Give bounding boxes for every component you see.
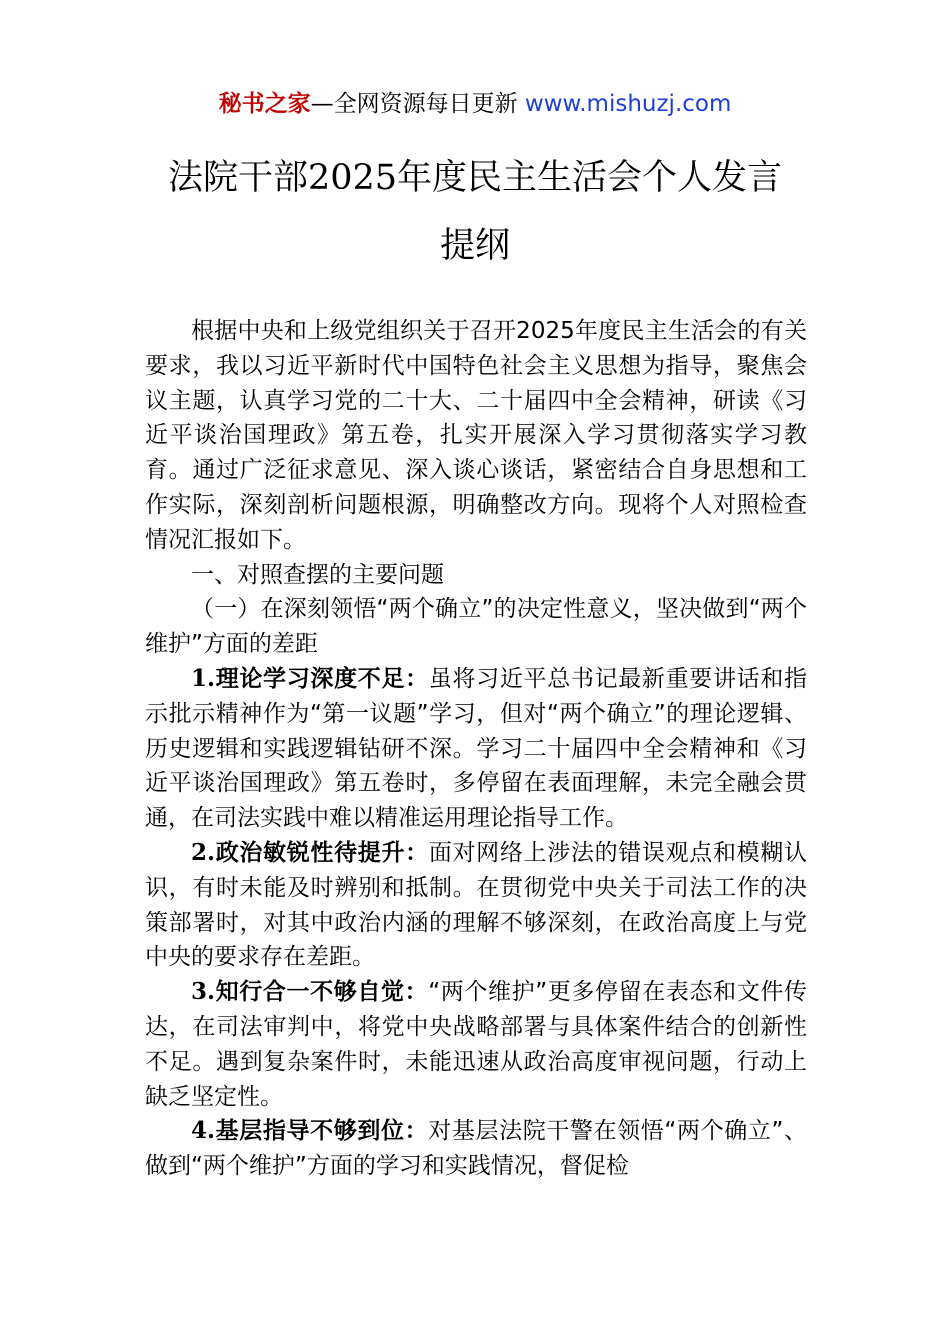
brand-name: 秘书之家 [218,91,311,117]
item-text: 面对网络上涉法的错误观点和模糊认识，有时未能及时辨别和抵制。在贯彻党中央关于司法工作的决策部署时，对其中政治内涵的理解不够深刻，在政治高度上与党中央的要求存在差距。 [145,839,808,971]
site-url-link[interactable]: www.mishuzj.com [524,91,732,117]
list-item [145,836,807,975]
item-heading: 2.政治敏锐性待提升： [191,838,429,866]
item-heading: 1.理论学习深度不足： [191,664,429,692]
list-item [145,975,807,1114]
item-text: “两个维护”更多停留在表态和文件传达，在司法审判中，将党中央战略部署与具体案件结合的创新性不足。遇到复杂案件时，未能迅速从政治高度审视问题，行动上缺乏坚定性。 [145,979,807,1110]
item-heading: 3.知行合一不够自觉： [191,978,429,1006]
list-item [145,1114,807,1184]
item-heading: 4.基层指导不够到位： [191,1117,429,1145]
document-title-line-1: 法院干部2025年度民主生活会个人发言 [167,158,783,198]
document-title-line-2: 提纲 [439,226,510,266]
item-text: 虽将习近平总书记最新重要讲话和指示批示精神作为“第一议题”学习，但对“两个确立”的理论逻辑、历史逻辑和实践逻辑钻研不深。学习二十届四中全会精神和《习近平谈治国理政》第五卷时，多停留在表面理解，未完全融会贯通，在司法实践中难以精准运用理论指导工作。 [145,665,808,832]
site-banner[interactable] [0,86,950,122]
section-heading: 一、对照查摆的主要问题 [191,561,444,588]
subsection-heading: （一）在深刻领悟“两个确立”的决定性意义，坚决做到“两个维护”方面的差距 [145,596,807,658]
banner-dash: — [310,91,334,117]
item-text: 对基层法院干警在领悟“两个确立”、做到“两个维护”方面的学习和实践情况，督促检 [145,1118,807,1180]
intro-paragraph: 根据中央和上级党组织关于召开2025年度民主生活会的有关要求，我以习近平新时代中国特色社会主义思想为指导，聚焦会议主题，认真学习党的二十大、二十届四中全会精神，研读《习近平谈治国理政》第五卷，扎实开展深入学习贯彻落实学习教育。通过广泛征求意见、深入谈心谈话，紧密结合自身思想和工作实际，深刻剖析问题根源，明确整改方向。现将个人对照检查情况汇报如下。 [145,318,807,553]
banner-tagline: 全网资源每日更新 [333,91,518,117]
document-body [145,314,807,1184]
list-item [145,662,807,836]
